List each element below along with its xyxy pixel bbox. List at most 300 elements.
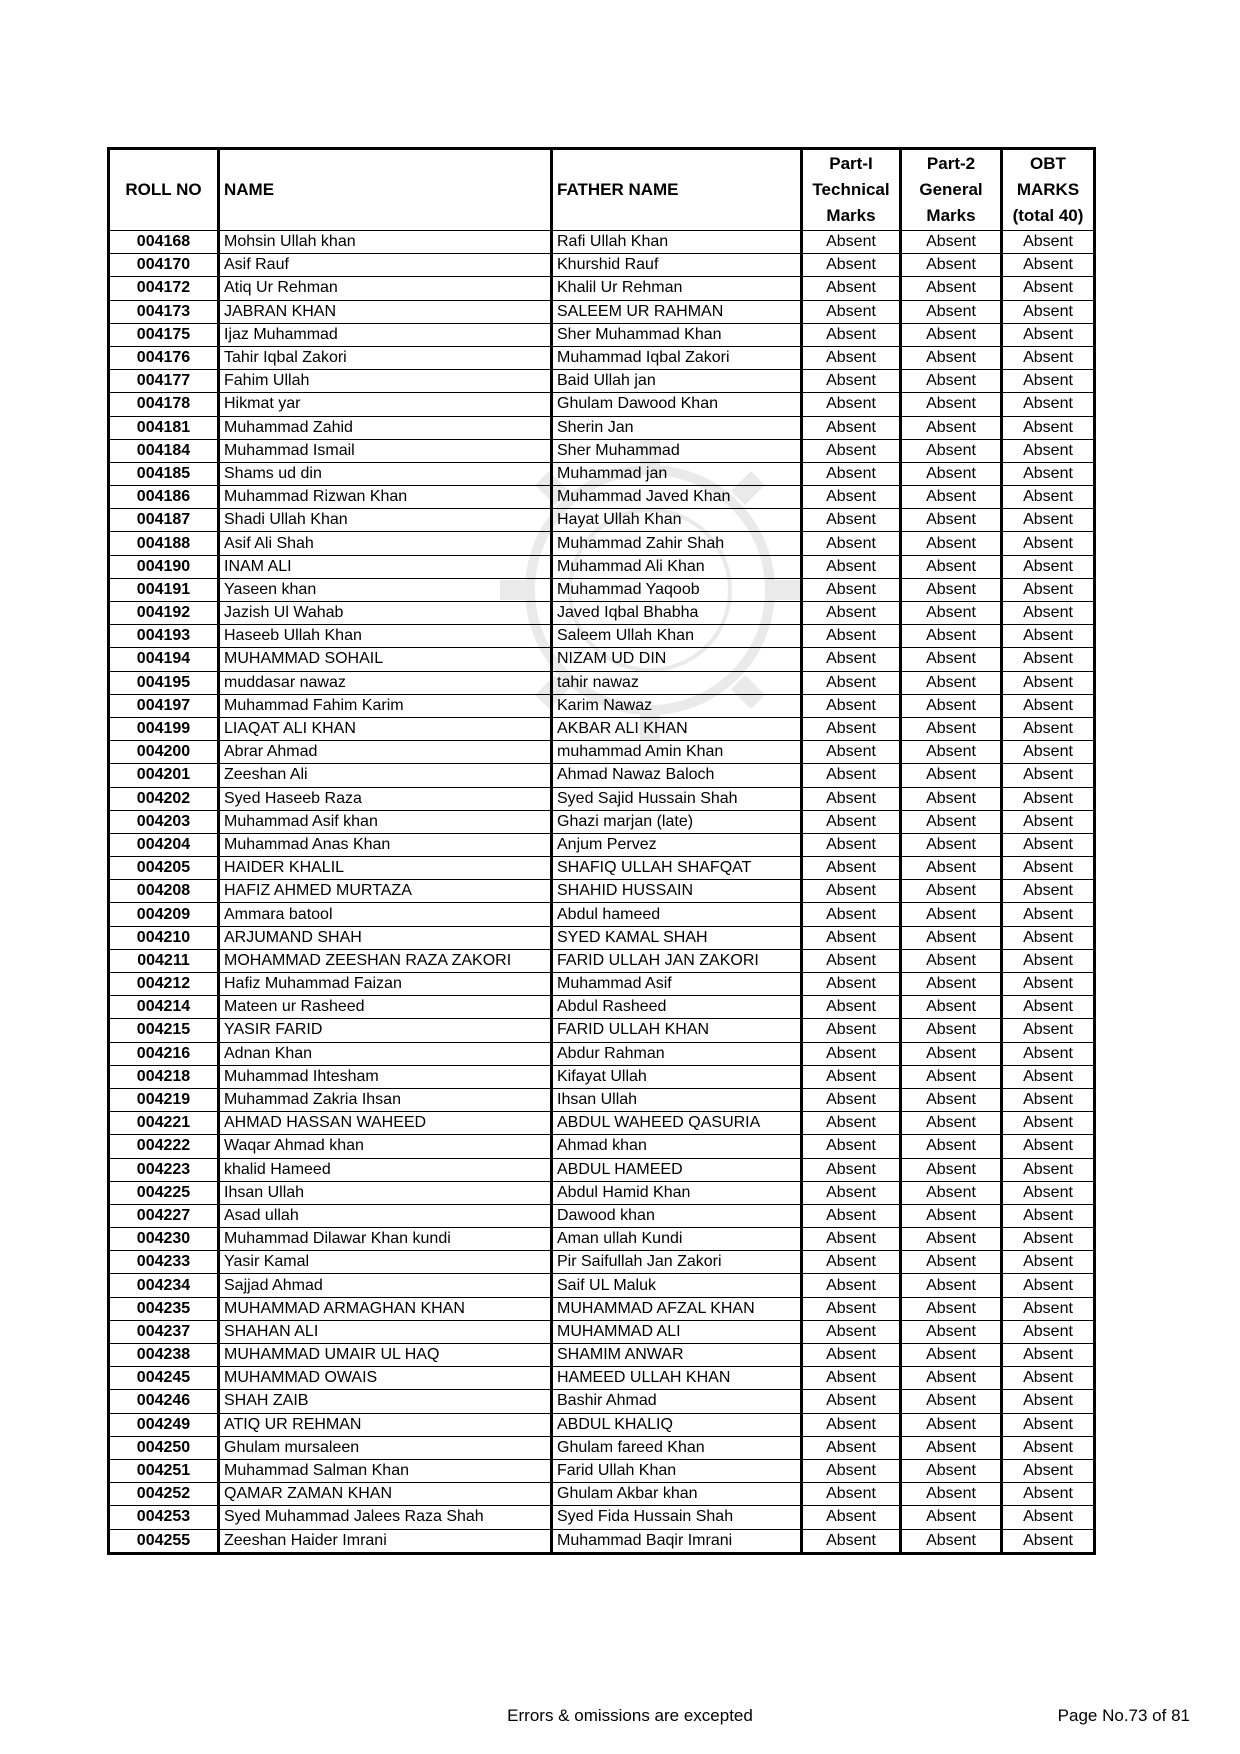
table-row <box>109 1436 1095 1459</box>
obt-marks-cell: Absent <box>1002 1181 1095 1204</box>
part2-marks-cell: Absent <box>901 926 1002 949</box>
roll-no-cell: 004195 <box>109 671 219 694</box>
part1-marks-cell: Absent <box>802 1297 901 1320</box>
table-row <box>109 1367 1095 1390</box>
father-name-cell: SALEEM UR RAHMAN <box>552 300 802 323</box>
name-cell: muddasar nawaz <box>219 671 552 694</box>
roll-no-cell: 004216 <box>109 1042 219 1065</box>
roll-no-cell: 004246 <box>109 1390 219 1413</box>
part1-marks-cell: Absent <box>802 393 901 416</box>
obt-marks-cell: Absent <box>1002 323 1095 346</box>
part1-marks-cell: Absent <box>802 1529 901 1553</box>
table-row <box>109 532 1095 555</box>
name-cell: Asad ullah <box>219 1204 552 1227</box>
table-row <box>109 1344 1095 1367</box>
father-name-cell: NIZAM UD DIN <box>552 648 802 671</box>
part2-marks-cell: Absent <box>901 1042 1002 1065</box>
obt-marks-cell: Absent <box>1002 903 1095 926</box>
roll-no-cell: 004233 <box>109 1251 219 1274</box>
name-cell: Hikmat yar <box>219 393 552 416</box>
name-cell: SHAHAN ALI <box>219 1320 552 1343</box>
part1-marks-cell: Absent <box>802 717 901 740</box>
name-cell: Muhammad Rizwan Khan <box>219 486 552 509</box>
obt-marks-cell: Absent <box>1002 254 1095 277</box>
part1-marks-cell: Absent <box>802 1344 901 1367</box>
name-cell: Mohsin Ullah khan <box>219 231 552 254</box>
roll-no-cell: 004252 <box>109 1483 219 1506</box>
part1-marks-cell: Absent <box>802 439 901 462</box>
part1-marks-cell: Absent <box>802 1204 901 1227</box>
obt-marks-cell: Absent <box>1002 393 1095 416</box>
father-name-cell: Rafi Ullah Khan <box>552 231 802 254</box>
roll-no-cell: 004193 <box>109 625 219 648</box>
obt-marks-cell: Absent <box>1002 602 1095 625</box>
header-part2-line1: Part-2 <box>926 154 976 173</box>
table-row <box>109 462 1095 485</box>
part2-marks-cell: Absent <box>901 857 1002 880</box>
part1-marks-cell: Absent <box>802 254 901 277</box>
name-cell: Zeeshan Haider Imrani <box>219 1529 552 1553</box>
father-name-cell: SHAMIM ANWAR <box>552 1344 802 1367</box>
father-name-cell: Karim Nawaz <box>552 694 802 717</box>
part1-marks-cell: Absent <box>802 346 901 369</box>
father-name-cell: Sherin Jan <box>552 416 802 439</box>
part1-marks-cell: Absent <box>802 1228 901 1251</box>
table-row <box>109 764 1095 787</box>
roll-no-cell: 004227 <box>109 1204 219 1227</box>
name-cell: Yasir Kamal <box>219 1251 552 1274</box>
name-cell: JABRAN KHAN <box>219 300 552 323</box>
father-name-cell: Sher Muhammad Khan <box>552 323 802 346</box>
father-name-cell: Ghulam Akbar khan <box>552 1483 802 1506</box>
part2-marks-cell: Absent <box>901 323 1002 346</box>
table-row <box>109 833 1095 856</box>
father-name-cell: Muhammad Yaqoob <box>552 578 802 601</box>
table-row <box>109 857 1095 880</box>
name-cell: Ihsan Ullah <box>219 1181 552 1204</box>
header-part1-line3: Marks <box>826 206 876 225</box>
part2-marks-cell: Absent <box>901 1529 1002 1553</box>
table-row <box>109 1019 1095 1042</box>
obt-marks-cell: Absent <box>1002 1367 1095 1390</box>
part1-marks-cell: Absent <box>802 1088 901 1111</box>
name-cell: Muhammad Salman Khan <box>219 1459 552 1482</box>
part2-marks-cell: Absent <box>901 1459 1002 1482</box>
table-row <box>109 973 1095 996</box>
roll-no-cell: 004222 <box>109 1135 219 1158</box>
part2-marks-cell: Absent <box>901 300 1002 323</box>
part2-marks-cell: Absent <box>901 486 1002 509</box>
name-cell: Syed Haseeb Raza <box>219 787 552 810</box>
part2-marks-cell: Absent <box>901 787 1002 810</box>
father-name-cell: Muhammad Zahir Shah <box>552 532 802 555</box>
obt-marks-cell: Absent <box>1002 509 1095 532</box>
roll-no-cell: 004251 <box>109 1459 219 1482</box>
part1-marks-cell: Absent <box>802 1065 901 1088</box>
obt-marks-cell: Absent <box>1002 857 1095 880</box>
table-row <box>109 671 1095 694</box>
part1-marks-cell: Absent <box>802 300 901 323</box>
part2-marks-cell: Absent <box>901 1019 1002 1042</box>
father-name-cell: Saleem Ullah Khan <box>552 625 802 648</box>
header-part2-line2: General <box>919 180 983 199</box>
header-obt-line3: (total 40) <box>1012 206 1084 225</box>
roll-no-cell: 004204 <box>109 833 219 856</box>
name-cell: Ammara batool <box>219 903 552 926</box>
roll-no-cell: 004188 <box>109 532 219 555</box>
part1-marks-cell: Absent <box>802 949 901 972</box>
name-cell: Zeeshan Ali <box>219 764 552 787</box>
table-row <box>109 578 1095 601</box>
roll-no-cell: 004199 <box>109 717 219 740</box>
table-row <box>109 416 1095 439</box>
table-row <box>109 1529 1095 1553</box>
name-cell: ARJUMAND SHAH <box>219 926 552 949</box>
name-cell: Muhammad Anas Khan <box>219 833 552 856</box>
header-obt-line2: MARKS <box>1016 180 1080 199</box>
father-name-cell: Anjum Pervez <box>552 833 802 856</box>
obt-marks-cell: Absent <box>1002 1297 1095 1320</box>
part1-marks-cell: Absent <box>802 926 901 949</box>
part2-marks-cell: Absent <box>901 1506 1002 1529</box>
part2-marks-cell: Absent <box>901 555 1002 578</box>
table-row <box>109 1204 1095 1227</box>
part1-marks-cell: Absent <box>802 1042 901 1065</box>
father-name-cell: Syed Sajid Hussain Shah <box>552 787 802 810</box>
name-cell: Waqar Ahmad khan <box>219 1135 552 1158</box>
header-part2-line3: Marks <box>926 206 976 225</box>
roll-no-cell: 004219 <box>109 1088 219 1111</box>
obt-marks-cell: Absent <box>1002 1344 1095 1367</box>
part2-marks-cell: Absent <box>901 346 1002 369</box>
part2-marks-cell: Absent <box>901 439 1002 462</box>
father-name-cell: Ghulam fareed Khan <box>552 1436 802 1459</box>
part1-marks-cell: Absent <box>802 1483 901 1506</box>
header-father-name: FATHER NAME <box>552 149 802 231</box>
part1-marks-cell: Absent <box>802 231 901 254</box>
part2-marks-cell: Absent <box>901 1274 1002 1297</box>
part2-marks-cell: Absent <box>901 949 1002 972</box>
father-name-cell: Javed Iqbal Bhabha <box>552 602 802 625</box>
obt-marks-cell: Absent <box>1002 1413 1095 1436</box>
part1-marks-cell: Absent <box>802 857 901 880</box>
name-cell: Shams ud din <box>219 462 552 485</box>
results-table <box>107 147 1096 1555</box>
father-name-cell: Muhammad Baqir Imrani <box>552 1529 802 1553</box>
name-cell: LIAQAT ALI KHAN <box>219 717 552 740</box>
roll-no-cell: 004190 <box>109 555 219 578</box>
part1-marks-cell: Absent <box>802 903 901 926</box>
table-row <box>109 602 1095 625</box>
obt-marks-cell: Absent <box>1002 880 1095 903</box>
father-name-cell: Hayat Ullah Khan <box>552 509 802 532</box>
father-name-cell: Farid Ullah Khan <box>552 1459 802 1482</box>
part1-marks-cell: Absent <box>802 764 901 787</box>
part1-marks-cell: Absent <box>802 370 901 393</box>
roll-no-cell: 004237 <box>109 1320 219 1343</box>
roll-no-cell: 004221 <box>109 1112 219 1135</box>
table-row <box>109 277 1095 300</box>
part2-marks-cell: Absent <box>901 231 1002 254</box>
table-row <box>109 509 1095 532</box>
obt-marks-cell: Absent <box>1002 625 1095 648</box>
obt-marks-cell: Absent <box>1002 346 1095 369</box>
obt-marks-cell: Absent <box>1002 486 1095 509</box>
table-row <box>109 1413 1095 1436</box>
header-obt-line1: OBT <box>1030 154 1066 173</box>
obt-marks-cell: Absent <box>1002 416 1095 439</box>
name-cell: Muhammad Zakria Ihsan <box>219 1088 552 1111</box>
table-row <box>109 694 1095 717</box>
father-name-cell: SYED KAMAL SHAH <box>552 926 802 949</box>
name-cell: Sajjad Ahmad <box>219 1274 552 1297</box>
part1-marks-cell: Absent <box>802 973 901 996</box>
father-name-cell: tahir nawaz <box>552 671 802 694</box>
name-cell: Muhammad Ihtesham <box>219 1065 552 1088</box>
father-name-cell: Abdul Rasheed <box>552 996 802 1019</box>
part2-marks-cell: Absent <box>901 648 1002 671</box>
obt-marks-cell: Absent <box>1002 833 1095 856</box>
obt-marks-cell: Absent <box>1002 277 1095 300</box>
obt-marks-cell: Absent <box>1002 717 1095 740</box>
name-cell: HAFIZ AHMED MURTAZA <box>219 880 552 903</box>
roll-no-cell: 004238 <box>109 1344 219 1367</box>
part2-marks-cell: Absent <box>901 462 1002 485</box>
obt-marks-cell: Absent <box>1002 764 1095 787</box>
part1-marks-cell: Absent <box>802 416 901 439</box>
part2-marks-cell: Absent <box>901 1135 1002 1158</box>
obt-marks-cell: Absent <box>1002 462 1095 485</box>
roll-no-cell: 004218 <box>109 1065 219 1088</box>
father-name-cell: ABDUL HAMEED <box>552 1158 802 1181</box>
part1-marks-cell: Absent <box>802 1181 901 1204</box>
name-cell: HAIDER KHALIL <box>219 857 552 880</box>
obt-marks-cell: Absent <box>1002 949 1095 972</box>
obt-marks-cell: Absent <box>1002 578 1095 601</box>
obt-marks-cell: Absent <box>1002 1436 1095 1459</box>
name-cell: khalid Hameed <box>219 1158 552 1181</box>
father-name-cell: Sher Muhammad <box>552 439 802 462</box>
father-name-cell: MUHAMMAD AFZAL KHAN <box>552 1297 802 1320</box>
table-row <box>109 903 1095 926</box>
table-row <box>109 926 1095 949</box>
part1-marks-cell: Absent <box>802 648 901 671</box>
name-cell: MUHAMMAD OWAIS <box>219 1367 552 1390</box>
part1-marks-cell: Absent <box>802 694 901 717</box>
roll-no-cell: 004191 <box>109 578 219 601</box>
part1-marks-cell: Absent <box>802 509 901 532</box>
name-cell: Mateen ur Rasheed <box>219 996 552 1019</box>
father-name-cell: Abdul Hamid Khan <box>552 1181 802 1204</box>
part2-marks-cell: Absent <box>901 1297 1002 1320</box>
roll-no-cell: 004194 <box>109 648 219 671</box>
part2-marks-cell: Absent <box>901 1367 1002 1390</box>
roll-no-cell: 004214 <box>109 996 219 1019</box>
name-cell: Muhammad Zahid <box>219 416 552 439</box>
footer-note: Errors & omissions are excepted <box>507 1706 753 1725</box>
father-name-cell: Bashir Ahmad <box>552 1390 802 1413</box>
part1-marks-cell: Absent <box>802 1112 901 1135</box>
table-row <box>109 1251 1095 1274</box>
roll-no-cell: 004200 <box>109 741 219 764</box>
name-cell: Asif Rauf <box>219 254 552 277</box>
father-name-cell: Ihsan Ullah <box>552 1088 802 1111</box>
father-name-cell: Muhammad Iqbal Zakori <box>552 346 802 369</box>
obt-marks-cell: Absent <box>1002 1204 1095 1227</box>
table-row <box>109 1483 1095 1506</box>
part1-marks-cell: Absent <box>802 880 901 903</box>
part1-marks-cell: Absent <box>802 602 901 625</box>
name-cell: Tahir Iqbal Zakori <box>219 346 552 369</box>
roll-no-cell: 004173 <box>109 300 219 323</box>
part2-marks-cell: Absent <box>901 1204 1002 1227</box>
header-row <box>109 149 1095 231</box>
part1-marks-cell: Absent <box>802 462 901 485</box>
name-cell: Abrar Ahmad <box>219 741 552 764</box>
father-name-cell: Ghazi marjan (late) <box>552 810 802 833</box>
obt-marks-cell: Absent <box>1002 1459 1095 1482</box>
table-row <box>109 370 1095 393</box>
table-row <box>109 1228 1095 1251</box>
part2-marks-cell: Absent <box>901 1344 1002 1367</box>
roll-no-cell: 004255 <box>109 1529 219 1553</box>
obt-marks-cell: Absent <box>1002 810 1095 833</box>
part2-marks-cell: Absent <box>901 1413 1002 1436</box>
page-number: Page No.73 of 81 <box>1057 1706 1190 1725</box>
obt-marks-cell: Absent <box>1002 1088 1095 1111</box>
roll-no-cell: 004223 <box>109 1158 219 1181</box>
name-cell: Muhammad Fahim Karim <box>219 694 552 717</box>
obt-marks-cell: Absent <box>1002 300 1095 323</box>
name-cell: Muhammad Ismail <box>219 439 552 462</box>
father-name-cell: Ghulam Dawood Khan <box>552 393 802 416</box>
name-cell: MUHAMMAD ARMAGHAN KHAN <box>219 1297 552 1320</box>
table-row <box>109 346 1095 369</box>
table-row <box>109 1181 1095 1204</box>
name-cell: QAMAR ZAMAN KHAN <box>219 1483 552 1506</box>
table-row <box>109 1274 1095 1297</box>
part1-marks-cell: Absent <box>802 1413 901 1436</box>
roll-no-cell: 004203 <box>109 810 219 833</box>
part2-marks-cell: Absent <box>901 717 1002 740</box>
roll-no-cell: 004205 <box>109 857 219 880</box>
part1-marks-cell: Absent <box>802 277 901 300</box>
table-row <box>109 1042 1095 1065</box>
part1-marks-cell: Absent <box>802 486 901 509</box>
part1-marks-cell: Absent <box>802 555 901 578</box>
table-row <box>109 880 1095 903</box>
father-name-cell: ABDUL KHALIQ <box>552 1413 802 1436</box>
part2-marks-cell: Absent <box>901 532 1002 555</box>
roll-no-cell: 004210 <box>109 926 219 949</box>
obt-marks-cell: Absent <box>1002 671 1095 694</box>
table-row <box>109 741 1095 764</box>
part1-marks-cell: Absent <box>802 833 901 856</box>
part1-marks-cell: Absent <box>802 1436 901 1459</box>
part2-marks-cell: Absent <box>901 509 1002 532</box>
obt-marks-cell: Absent <box>1002 1251 1095 1274</box>
father-name-cell: Ahmad Nawaz Baloch <box>552 764 802 787</box>
roll-no-cell: 004178 <box>109 393 219 416</box>
table-row <box>109 1158 1095 1181</box>
roll-no-cell: 004249 <box>109 1413 219 1436</box>
table-row <box>109 1459 1095 1482</box>
roll-no-cell: 004192 <box>109 602 219 625</box>
part2-marks-cell: Absent <box>901 1390 1002 1413</box>
part2-marks-cell: Absent <box>901 1483 1002 1506</box>
obt-marks-cell: Absent <box>1002 1529 1095 1553</box>
part2-marks-cell: Absent <box>901 416 1002 439</box>
part1-marks-cell: Absent <box>802 810 901 833</box>
name-cell: Haseeb Ullah Khan <box>219 625 552 648</box>
father-name-cell: Muhammad Asif <box>552 973 802 996</box>
obt-marks-cell: Absent <box>1002 1320 1095 1343</box>
name-cell: Muhammad Dilawar Khan kundi <box>219 1228 552 1251</box>
part1-marks-cell: Absent <box>802 671 901 694</box>
table-row <box>109 787 1095 810</box>
father-name-cell: Saif UL Maluk <box>552 1274 802 1297</box>
roll-no-cell: 004177 <box>109 370 219 393</box>
header-part1-line1: Part-I <box>829 154 873 173</box>
part1-marks-cell: Absent <box>802 1135 901 1158</box>
name-cell: Jazish Ul Wahab <box>219 602 552 625</box>
roll-no-cell: 004175 <box>109 323 219 346</box>
table-row <box>109 810 1095 833</box>
part2-marks-cell: Absent <box>901 694 1002 717</box>
obt-marks-cell: Absent <box>1002 1274 1095 1297</box>
part2-marks-cell: Absent <box>901 1251 1002 1274</box>
part2-marks-cell: Absent <box>901 625 1002 648</box>
table-row <box>109 1112 1095 1135</box>
part2-marks-cell: Absent <box>901 973 1002 996</box>
part1-marks-cell: Absent <box>802 323 901 346</box>
part2-marks-cell: Absent <box>901 880 1002 903</box>
obt-marks-cell: Absent <box>1002 996 1095 1019</box>
obt-marks-cell: Absent <box>1002 1135 1095 1158</box>
table-row <box>109 254 1095 277</box>
part2-marks-cell: Absent <box>901 741 1002 764</box>
name-cell: Syed Muhammad Jalees Raza Shah <box>219 1506 552 1529</box>
part1-marks-cell: Absent <box>802 1019 901 1042</box>
part1-marks-cell: Absent <box>802 741 901 764</box>
header-part1-line2: Technical <box>812 180 890 199</box>
father-name-cell: Pir Saifullah Jan Zakori <box>552 1251 802 1274</box>
table-row <box>109 300 1095 323</box>
table-row <box>109 1297 1095 1320</box>
part2-marks-cell: Absent <box>901 254 1002 277</box>
obt-marks-cell: Absent <box>1002 1483 1095 1506</box>
part2-marks-cell: Absent <box>901 1228 1002 1251</box>
father-name-cell: Abdur Rahman <box>552 1042 802 1065</box>
part2-marks-cell: Absent <box>901 764 1002 787</box>
obt-marks-cell: Absent <box>1002 926 1095 949</box>
part2-marks-cell: Absent <box>901 903 1002 926</box>
table-row <box>109 996 1095 1019</box>
roll-no-cell: 004211 <box>109 949 219 972</box>
part2-marks-cell: Absent <box>901 1088 1002 1111</box>
part2-marks-cell: Absent <box>901 1436 1002 1459</box>
obt-marks-cell: Absent <box>1002 741 1095 764</box>
father-name-cell: Muhammad jan <box>552 462 802 485</box>
name-cell: MUHAMMAD UMAIR UL HAQ <box>219 1344 552 1367</box>
father-name-cell: AKBAR ALI KHAN <box>552 717 802 740</box>
father-name-cell: Syed Fida Hussain Shah <box>552 1506 802 1529</box>
part1-marks-cell: Absent <box>802 1274 901 1297</box>
part2-marks-cell: Absent <box>901 1158 1002 1181</box>
table-row <box>109 1506 1095 1529</box>
table-row <box>109 555 1095 578</box>
obt-marks-cell: Absent <box>1002 555 1095 578</box>
